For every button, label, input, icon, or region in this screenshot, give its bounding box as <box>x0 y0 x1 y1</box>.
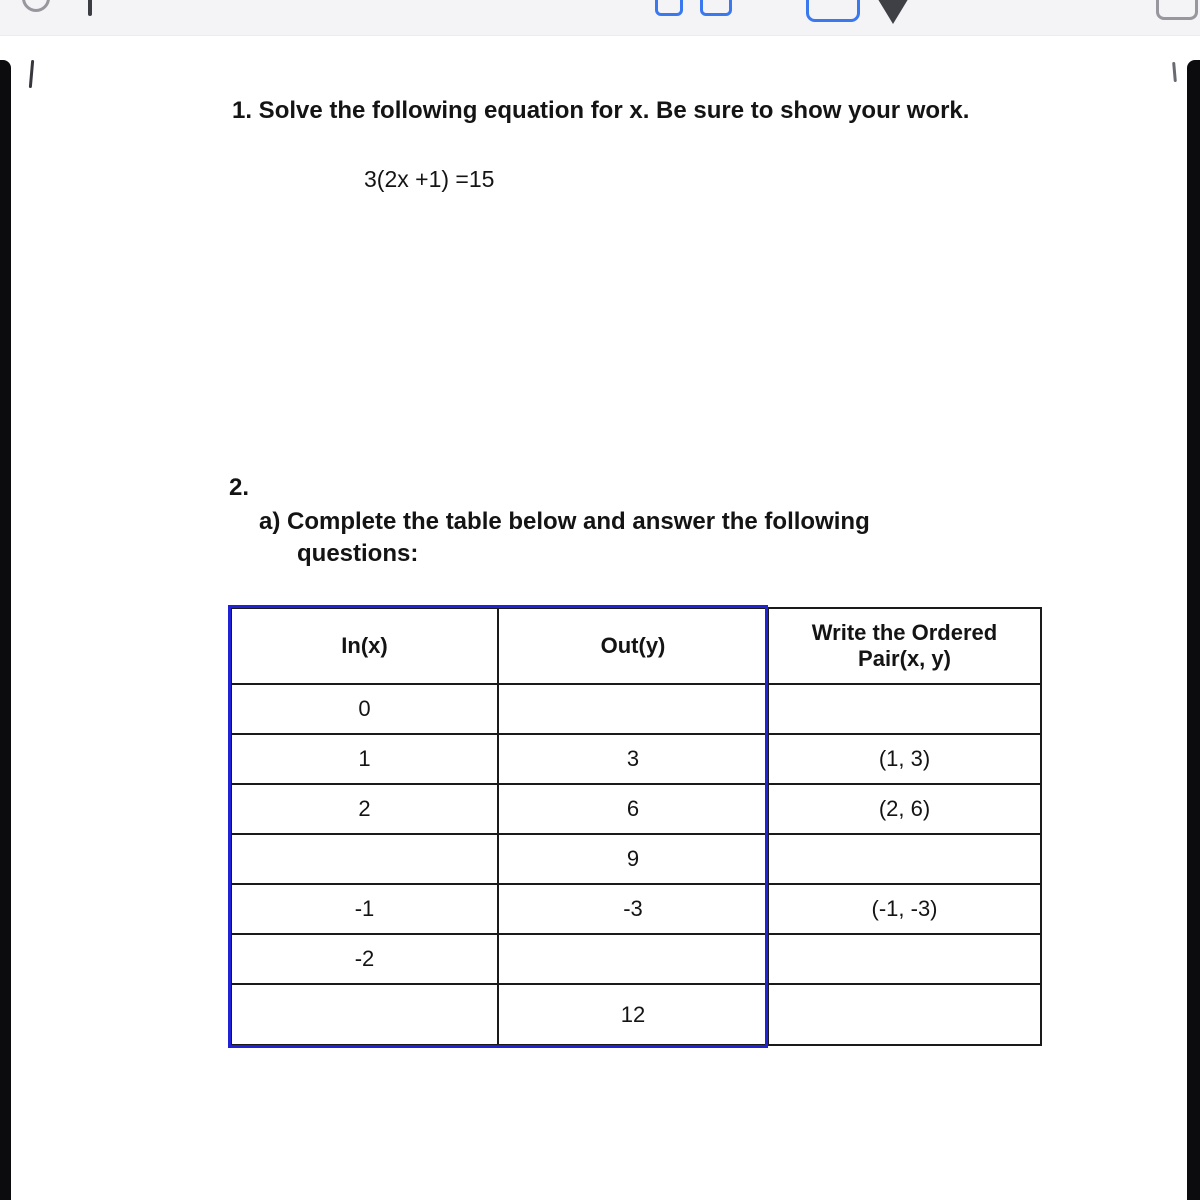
table-row <box>231 734 1041 784</box>
io-table <box>230 607 1040 1046</box>
table-cell <box>498 684 768 734</box>
header-ordered-pair: Write the Ordered Pair(x, y) <box>768 608 1041 684</box>
table-row <box>231 884 1041 934</box>
screen-edge-left <box>0 60 11 1200</box>
table-row <box>231 834 1041 884</box>
table-cell <box>768 684 1041 734</box>
io-table-body <box>231 684 1041 1045</box>
question1-equation: 3(2x +1) =15 <box>364 166 495 192</box>
table-cell: -1 <box>231 884 498 934</box>
table-header-row <box>231 608 1041 684</box>
table-row <box>231 984 1041 1045</box>
folder-icon[interactable] <box>700 0 732 16</box>
table-row <box>231 684 1041 734</box>
question2-parta-line2: questions: <box>297 540 419 567</box>
table-cell: 2 <box>231 784 498 834</box>
sidebar-icon[interactable] <box>88 0 92 16</box>
table-cell: -2 <box>231 934 498 984</box>
io-table-grid <box>230 607 1042 1046</box>
worksheet-page <box>0 36 1200 1200</box>
table-cell <box>768 984 1041 1045</box>
history-icon[interactable] <box>22 0 50 12</box>
question2-parta-line1: a) Complete the table below and answer the following <box>259 508 870 535</box>
share-icon[interactable] <box>806 0 860 22</box>
question1-prompt: 1. Solve the following equation for x. Be sure to show your work. <box>232 97 970 124</box>
screen-edge-right <box>1187 60 1200 1200</box>
header-in-x: In(x) <box>231 608 498 684</box>
table-cell: (-1, -3) <box>768 884 1041 934</box>
table-cell: 9 <box>498 834 768 884</box>
markup-icon[interactable] <box>876 0 910 24</box>
table-cell: 12 <box>498 984 768 1045</box>
header-out-y: Out(y) <box>498 608 768 684</box>
table-cell: 0 <box>231 684 498 734</box>
table-cell: -3 <box>498 884 768 934</box>
table-cell: 3 <box>498 734 768 784</box>
table-cell <box>768 834 1041 884</box>
table-cell <box>231 834 498 884</box>
table-cell: 1 <box>231 734 498 784</box>
table-cell <box>231 984 498 1045</box>
table-cell <box>498 934 768 984</box>
table-cell: 6 <box>498 784 768 834</box>
top-toolbar <box>0 0 1200 36</box>
table-cell <box>768 934 1041 984</box>
copy-icon[interactable] <box>655 0 683 16</box>
table-cell: (2, 6) <box>768 784 1041 834</box>
table-row <box>231 934 1041 984</box>
table-cell: (1, 3) <box>768 734 1041 784</box>
table-row <box>231 784 1041 834</box>
more-icon[interactable] <box>1156 0 1198 20</box>
question2-number: 2. <box>229 474 250 501</box>
